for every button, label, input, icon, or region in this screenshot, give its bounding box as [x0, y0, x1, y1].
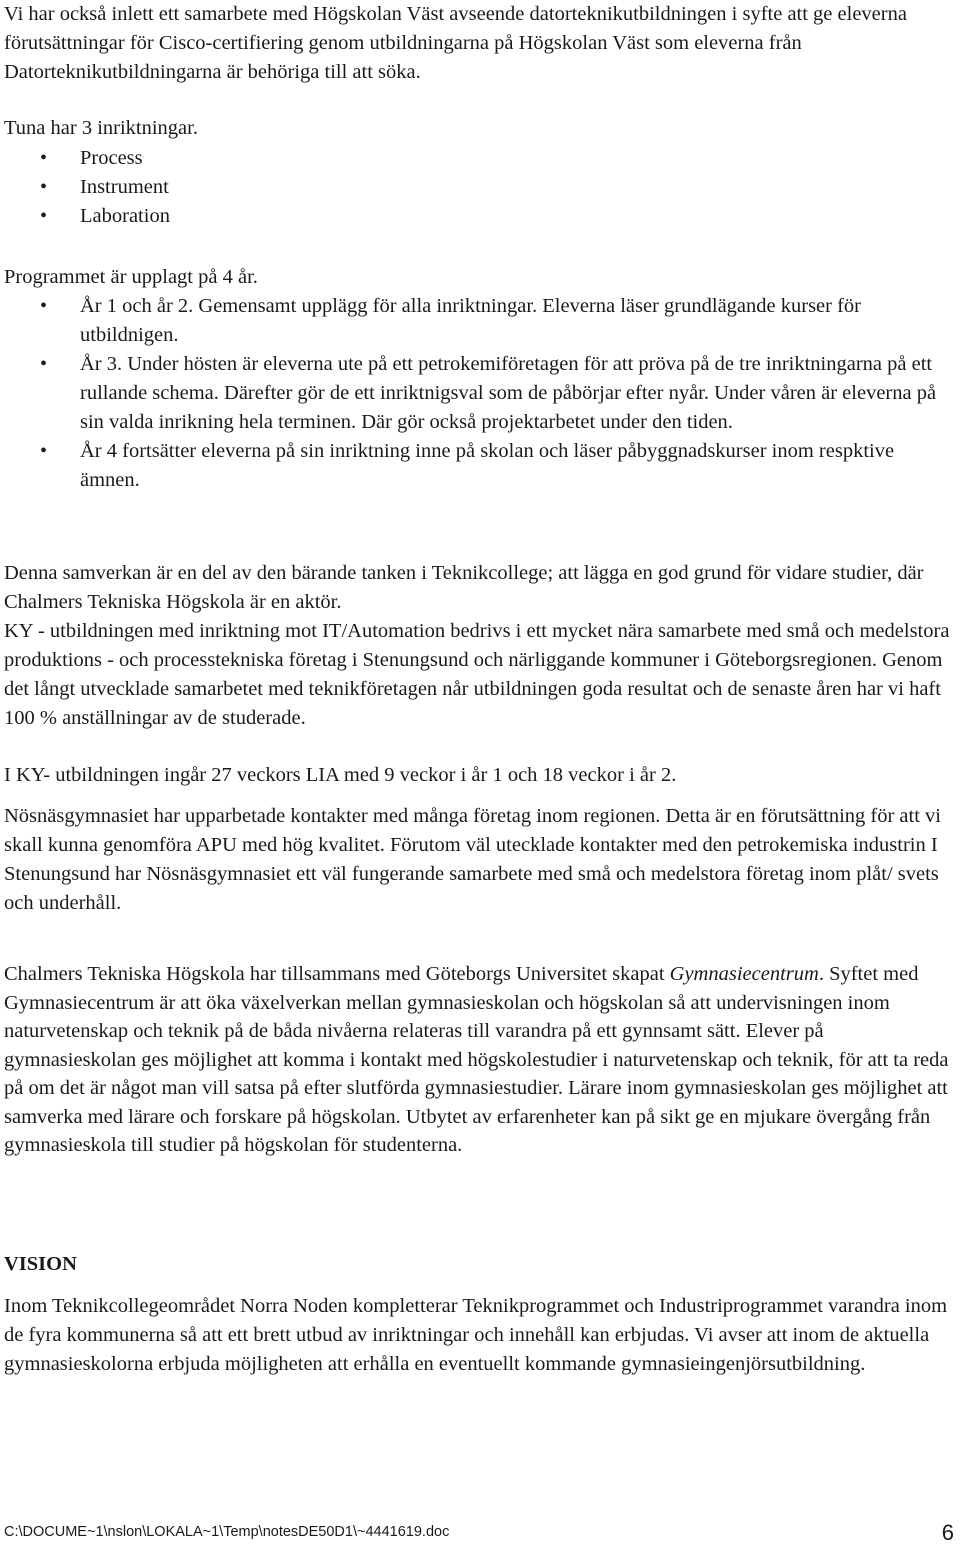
programme-list — [4, 292, 956, 495]
chalmers-after: . Syftet med Gymnasiecentrum är att öka växelverkan mellan gymnasieskolan och högskolan så att undervisningen inom naturvetenskap och teknik på de båda nivåerna relateras till varandra på ett gynnsamt sätt. Elever på gymnasieskolan ges möjlighet att komma i kontakt med högskolestudier i naturvetenskap och teknik, för att ta reda på om det är något man vill satsa på efter slutförda gymnasiestudier. Lärare inom gymnasieskolan ges möjlighet att samverka med lärare och forskare på högskolan. Utbytet av erfarenheter kan på sikt ge en mjukare övergång från gymnasieskola till studier på högskolan för studenterna. — [4, 963, 949, 1156]
list-item: • Process — [4, 144, 956, 173]
vision-heading: VISION — [4, 1253, 77, 1275]
list-item: • Laboration — [4, 202, 956, 231]
list-item: • År 4 fortsätter eleverna på sin inriktning inne på skolan och läser påbyggnadskurser inom respktive ämnen. — [4, 437, 956, 495]
paragraph-vision: Inom Teknikcollegeområdet Norra Noden kompletterar Teknikprogrammet och Industriprogrammet varandra inom de fyra kommunerna så att ett brett utbud av inriktningar och innehåll kan erbjudas. Vi avser att inom de aktuella gymnasieskolorna erbjuda möjligheten att erhålla en eventuellt kommande gymnasieingenjörsutbildning. — [4, 1295, 948, 1375]
list-item: • År 3. Under hösten är eleverna ute på ett petrokemiföretagen för att pröva på de tre inriktningarna på ett rullande schema. Därefter gör de ett inriktnigsval som de påbörjar efter nyår. Under våren är eleverna på sin valda inrikning hela terminen. Där gör också projektarbetet under den tiden. — [4, 350, 956, 437]
paragraph-samverkan: Denna samverkan är en del av den bärande tanken i Teknikcollege; att lägga en god grund för vidare studier, där Chalmers Tekniska Högskola är en aktör. — [4, 562, 924, 613]
list-item: • År 1 och år 2. Gemensamt upplägg för alla inriktningar. Eleverna läser grundlägande kurser för utbildnigen. — [4, 292, 956, 350]
page-number: 6 — [941, 1520, 954, 1545]
tuna-lead: Tuna har 3 inriktningar. — [4, 117, 198, 139]
programme-lead: Programmet är upplagt på 4 år. — [4, 266, 258, 288]
tuna-list — [4, 144, 956, 231]
paragraph-nosnas: Nösnäsgymnasiet har upparbetade kontakter med många företag inom regionen. Detta är en förutsättning för att vi skall kunna genomföra APU med hög kvalitet. Förutom väl utecklade kontakter med den petrokemiska industrin I Stenungsund har Nösnäsgymnasiet ett väl fungerande samarbete med små och medelstora företag inom plåt/ svets och underhåll. — [4, 805, 941, 914]
chalmers-emphasis: Gymnasiecentrum — [669, 963, 819, 985]
footer-file-path: C:\DOCUME~1\nslon\LOKALA~1\Temp\notesDE50D1\~4441619.doc — [4, 1524, 450, 1540]
paragraph-ky: KY - utbildningen med inriktning mot IT/Automation bedrivs i ett mycket nära samarbete med små och medelstora produktions - och processtekniska företag i Stenungsund och närliggande kommuner i Göteborgsregionen. Genom det långt utvecklade samarbetet med teknikföretagen når utbildningen goda resultat och de senaste åren har vi haft 100 % anställningar av de studerade. — [4, 620, 950, 729]
paragraph-lia: I KY- utbildningen ingår 27 veckors LIA med 9 veckor i år 1 och 18 veckor i år 2. — [4, 764, 677, 786]
paragraph-chalmers — [4, 960, 956, 1160]
list-item: • Instrument — [4, 173, 956, 202]
chalmers-before: Chalmers Tekniska Högskola har tillsammans med Göteborgs Universitet skapat — [4, 963, 670, 985]
intro-paragraph: Vi har också inlett ett samarbete med Högskolan Väst avseende datorteknikutbildningen i syfte att ge eleverna förutsättningar för Cisco-certifiering genom utbildningarna på Högskolan Väst som eleverna från Datorteknikutbildningarna är behöriga till att söka. — [4, 3, 907, 83]
